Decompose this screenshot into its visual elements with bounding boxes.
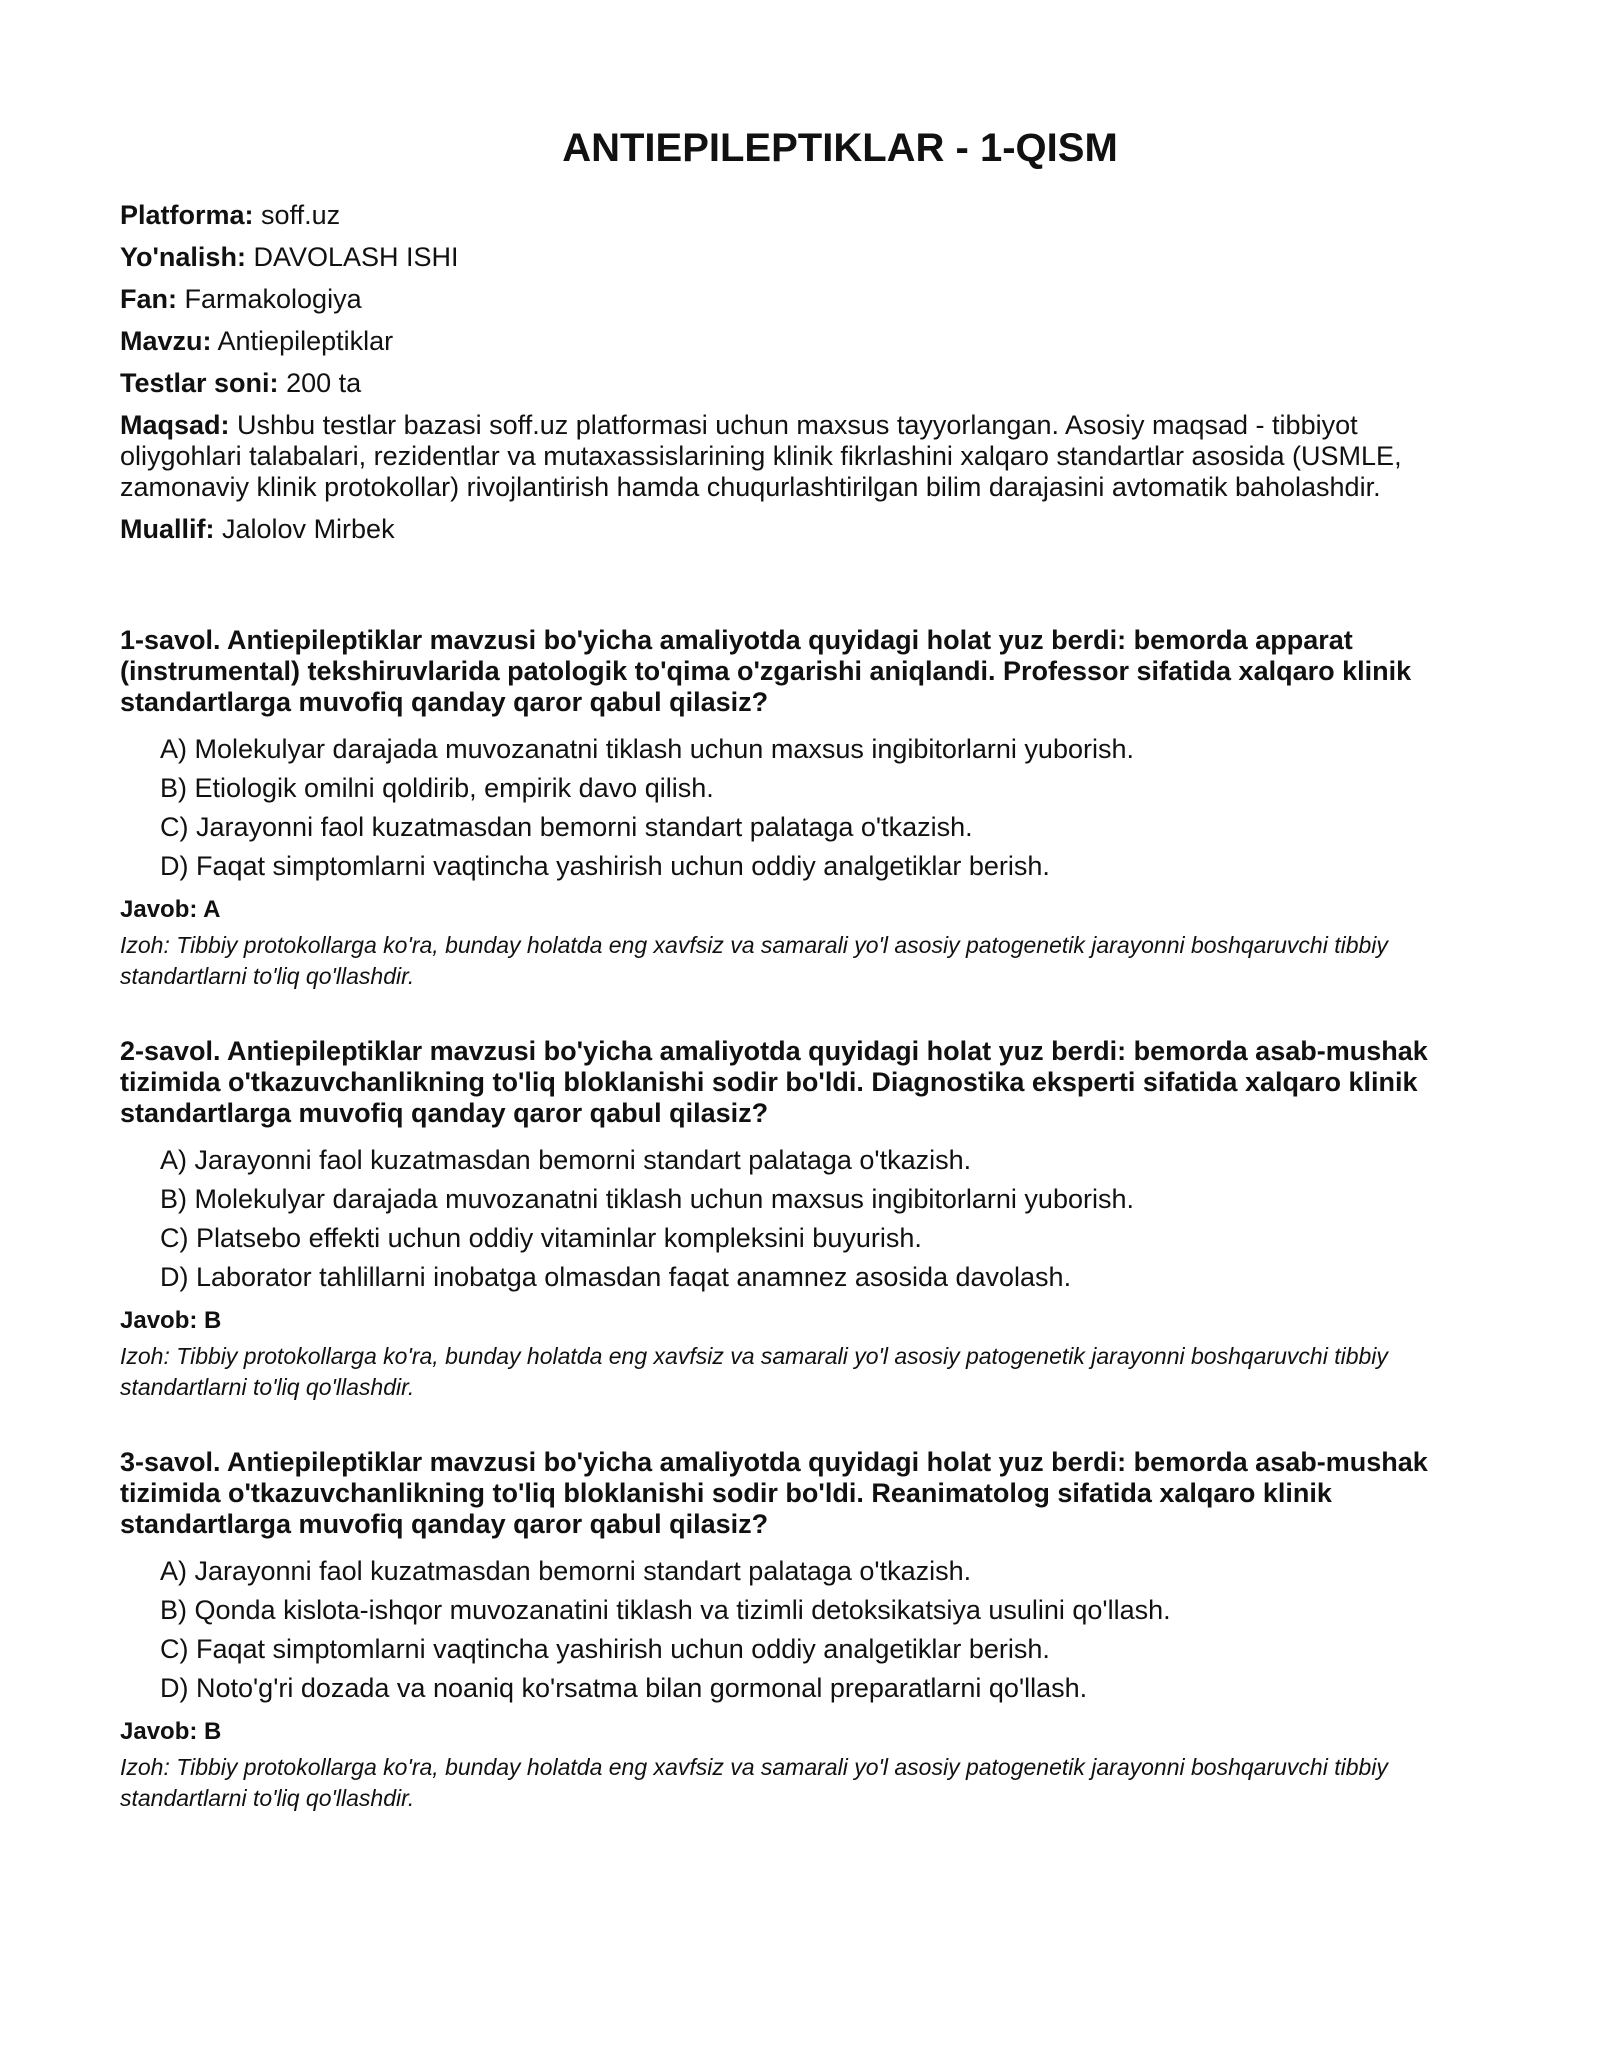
- option-d: D) Laborator tahlillarni inobatga olmasdan faqat anamnez asosida davolash.: [160, 1262, 1072, 1292]
- options-list: [160, 734, 1480, 882]
- meta-subject: [120, 284, 1480, 315]
- answer: Javob: B: [120, 1307, 222, 1334]
- question-text: 1-savol. Antiepileptiklar mavzusi bo'yicha amaliyotda quyidagi holat yuz berdi: bemorda apparat (instrumental) tekshiruvlarida patologik to'qima o'zgarishi aniqlandi. Professor sifatida xalqaro klinik standartlarga muvofiq qanday qaror qabul qilasiz?: [120, 625, 1412, 717]
- meta-label: Platforma:: [120, 200, 254, 230]
- document-title: ANTIEPILEPTIKLAR - 1-QISM: [562, 126, 1118, 170]
- document-page: [120, 0, 1480, 1814]
- option-c: C) Platsebo effekti uchun oddiy vitaminlar kompleksini buyurish.: [160, 1223, 922, 1253]
- meta-topic: [120, 326, 1480, 357]
- question-1: [120, 625, 1480, 992]
- meta-test-count: [120, 368, 1480, 399]
- meta-value: Jalolov Mirbek: [222, 514, 395, 544]
- meta-label: Fan:: [120, 284, 177, 314]
- meta-value: Ushbu testlar bazasi soff.uz platformasi uchun maxsus tayyorlangan. Asosiy maqsad - tibbiyot oliygohlari talabalari, rezidentlar va mutaxassislarining klinik fikrlashini xalqaro standartlar asosida (USMLE, zamonaviy klinik protokollar) rivojlantirish hamda chuqurlashtirilgan bilim darajasini avtomatik baholashdir.: [120, 410, 1402, 502]
- option-d: D) Noto'g'ri dozada va noaniq ko'rsatma bilan gormonal preparatlarni qo'llash.: [160, 1673, 1088, 1703]
- meta-value: soff.uz: [261, 200, 341, 230]
- question-3: [120, 1447, 1480, 1814]
- option-a: A) Jarayonni faol kuzatmasdan bemorni standart palataga o'tkazish.: [160, 1556, 972, 1586]
- explanation: Izoh: Tibbiy protokollarga ko'ra, bunday holatda eng xavfsiz va samarali yo'l asosiy patogenetik jarayonni boshqaruvchi tibbiy standartlarni to'liq qo'llashdir.: [120, 1343, 1388, 1400]
- option-c: C) Faqat simptomlarni vaqtincha yashirish uchun oddiy analgetiklar berish.: [160, 1634, 1050, 1664]
- meta-label: Testlar soni:: [120, 368, 279, 398]
- meta-label: Maqsad:: [120, 410, 230, 440]
- question-2: [120, 1036, 1480, 1403]
- meta-value: DAVOLASH ISHI: [253, 242, 459, 272]
- option-a: A) Jarayonni faol kuzatmasdan bemorni standart palataga o'tkazish.: [160, 1145, 972, 1175]
- answer: Javob: A: [120, 896, 221, 923]
- options-list: [160, 1145, 1480, 1293]
- option-b: B) Etiologik omilni qoldirib, empirik davo qilish.: [160, 773, 714, 803]
- meta-direction: [120, 242, 1480, 273]
- question-text: 2-savol. Antiepileptiklar mavzusi bo'yicha amaliyotda quyidagi holat yuz berdi: bemorda asab-mushak tizimida o'tkazuvchanlikning to'liq bloklanishi sodir bo'ldi. Diagnostika eksperti sifatida xalqaro klinik standartlarga muvofiq qanday qaror qabul qilasiz?: [120, 1036, 1428, 1128]
- meta-author: [120, 514, 1480, 545]
- question-text: 3-savol. Antiepileptiklar mavzusi bo'yicha amaliyotda quyidagi holat yuz berdi: bemorda asab-mushak tizimida o'tkazuvchanlikning to'liq bloklanishi sodir bo'ldi. Reanimatolog sifatida xalqaro klinik standartlarga muvofiq qanday qaror qabul qilasiz?: [120, 1447, 1428, 1539]
- meta-purpose: [120, 410, 1480, 503]
- answer: Javob: B: [120, 1718, 222, 1745]
- option-c: C) Jarayonni faol kuzatmasdan bemorni standart palataga o'tkazish.: [160, 812, 973, 842]
- meta-label: Muallif:: [120, 514, 215, 544]
- option-b: B) Qonda kislota-ishqor muvozanatini tiklash va tizimli detoksikatsiya usulini qo'llash.: [160, 1595, 1171, 1625]
- explanation: Izoh: Tibbiy protokollarga ko'ra, bunday holatda eng xavfsiz va samarali yo'l asosiy patogenetik jarayonni boshqaruvchi tibbiy standartlarni to'liq qo'llashdir.: [120, 1754, 1388, 1811]
- explanation: Izoh: Tibbiy protokollarga ko'ra, bunday holatda eng xavfsiz va samarali yo'l asosiy patogenetik jarayonni boshqaruvchi tibbiy standartlarni to'liq qo'llashdir.: [120, 932, 1388, 989]
- option-b: B) Molekulyar darajada muvozanatni tiklash uchun maxsus ingibitorlarni yuborish.: [160, 1184, 1134, 1214]
- metadata-section: [120, 200, 1480, 545]
- meta-label: Mavzu:: [120, 326, 212, 356]
- options-list: [160, 1556, 1480, 1704]
- meta-label: Yo'nalish:: [120, 242, 246, 272]
- option-a: A) Molekulyar darajada muvozanatni tiklash uchun maxsus ingibitorlarni yuborish.: [160, 734, 1134, 764]
- meta-value: 200 ta: [286, 368, 362, 398]
- option-d: D) Faqat simptomlarni vaqtincha yashirish uchun oddiy analgetiklar berish.: [160, 851, 1050, 881]
- meta-value: Farmakologiya: [184, 284, 362, 314]
- meta-value: Antiepileptiklar: [217, 326, 394, 356]
- meta-platform: [120, 200, 1480, 231]
